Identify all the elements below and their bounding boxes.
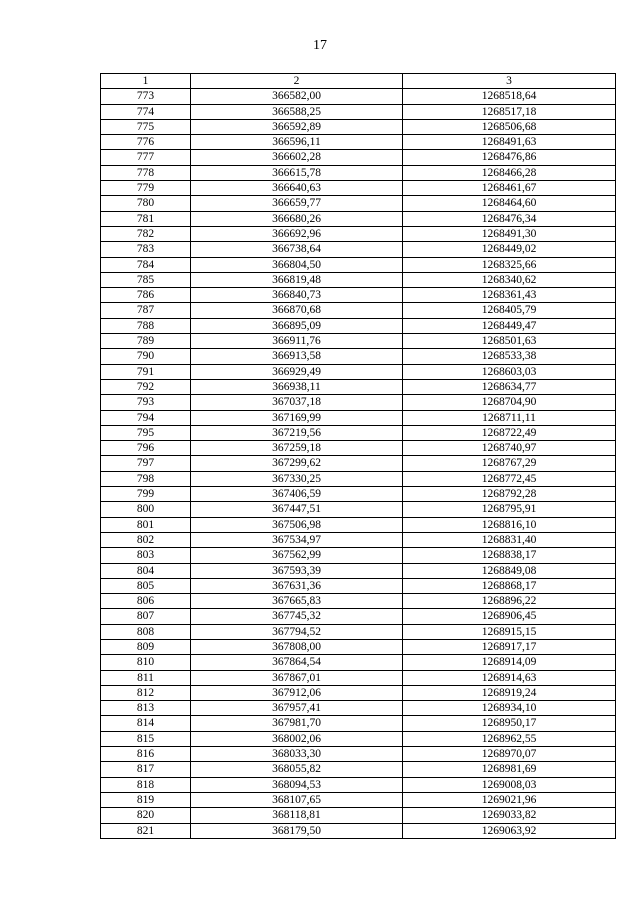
point-number-cell: 802 — [101, 532, 191, 547]
table-row — [101, 349, 616, 364]
x-coordinate-cell: 367169,99 — [191, 410, 403, 425]
x-coordinate-cell: 366738,64 — [191, 242, 403, 257]
column-header-1: 1 — [101, 74, 191, 89]
table-row — [101, 135, 616, 150]
point-number-cell: 783 — [101, 242, 191, 257]
table-row — [101, 410, 616, 425]
table-row — [101, 456, 616, 471]
point-number-cell: 815 — [101, 731, 191, 746]
x-coordinate-cell: 368055,82 — [191, 762, 403, 777]
table-row — [101, 379, 616, 394]
x-coordinate-cell: 367330,25 — [191, 471, 403, 486]
point-number-cell: 781 — [101, 211, 191, 226]
point-number-cell: 807 — [101, 609, 191, 624]
table-row — [101, 181, 616, 196]
point-number-cell: 820 — [101, 808, 191, 823]
table-row — [101, 731, 616, 746]
x-coordinate-cell: 367259,18 — [191, 441, 403, 456]
table-row — [101, 257, 616, 272]
table-row — [101, 670, 616, 685]
x-coordinate-cell: 366804,50 — [191, 257, 403, 272]
point-number-cell: 775 — [101, 119, 191, 134]
table-row — [101, 119, 616, 134]
x-coordinate-cell: 366592,89 — [191, 119, 403, 134]
x-coordinate-cell: 366929,49 — [191, 364, 403, 379]
y-coordinate-cell: 1268461,67 — [403, 181, 616, 196]
column-header-3: 3 — [403, 74, 616, 89]
x-coordinate-cell: 368118,81 — [191, 808, 403, 823]
table-row — [101, 808, 616, 823]
y-coordinate-cell: 1268950,17 — [403, 716, 616, 731]
point-number-cell: 779 — [101, 181, 191, 196]
table-row — [101, 211, 616, 226]
table-row — [101, 104, 616, 119]
x-coordinate-cell: 368033,30 — [191, 747, 403, 762]
table-row — [101, 502, 616, 517]
y-coordinate-cell: 1268405,79 — [403, 303, 616, 318]
y-coordinate-cell: 1268711,11 — [403, 410, 616, 425]
coordinates-table — [100, 73, 616, 839]
table-row — [101, 364, 616, 379]
table-row — [101, 288, 616, 303]
table-row — [101, 441, 616, 456]
y-coordinate-cell: 1268704,90 — [403, 395, 616, 410]
table-row — [101, 609, 616, 624]
x-coordinate-cell: 367864,54 — [191, 655, 403, 670]
table-row — [101, 762, 616, 777]
table-header — [101, 74, 616, 89]
y-coordinate-cell: 1268970,07 — [403, 747, 616, 762]
table-row — [101, 823, 616, 838]
table-row — [101, 792, 616, 807]
table-row — [101, 242, 616, 257]
y-coordinate-cell: 1268466,28 — [403, 165, 616, 180]
y-coordinate-cell: 1268634,77 — [403, 379, 616, 394]
y-coordinate-cell: 1269033,82 — [403, 808, 616, 823]
point-number-cell: 792 — [101, 379, 191, 394]
point-number-cell: 777 — [101, 150, 191, 165]
y-coordinate-cell: 1268914,09 — [403, 655, 616, 670]
table-row — [101, 685, 616, 700]
x-coordinate-cell: 367745,32 — [191, 609, 403, 624]
table-row — [101, 655, 616, 670]
x-coordinate-cell: 368094,53 — [191, 777, 403, 792]
point-number-cell: 786 — [101, 288, 191, 303]
x-coordinate-cell: 366602,28 — [191, 150, 403, 165]
y-coordinate-cell: 1268325,66 — [403, 257, 616, 272]
y-coordinate-cell: 1268795,91 — [403, 502, 616, 517]
y-coordinate-cell: 1269021,96 — [403, 792, 616, 807]
point-number-cell: 800 — [101, 502, 191, 517]
point-number-cell: 811 — [101, 670, 191, 685]
y-coordinate-cell: 1268533,38 — [403, 349, 616, 364]
y-coordinate-cell: 1268792,28 — [403, 487, 616, 502]
y-coordinate-cell: 1268906,45 — [403, 609, 616, 624]
table-row — [101, 89, 616, 104]
x-coordinate-cell: 366680,26 — [191, 211, 403, 226]
x-coordinate-cell: 367219,56 — [191, 425, 403, 440]
point-number-cell: 809 — [101, 639, 191, 654]
x-coordinate-cell: 367912,06 — [191, 685, 403, 700]
table-row — [101, 563, 616, 578]
table-row — [101, 425, 616, 440]
point-number-cell: 787 — [101, 303, 191, 318]
table-row — [101, 165, 616, 180]
point-number-cell: 782 — [101, 226, 191, 241]
point-number-cell: 821 — [101, 823, 191, 838]
point-number-cell: 806 — [101, 594, 191, 609]
y-coordinate-cell: 1268506,68 — [403, 119, 616, 134]
x-coordinate-cell: 367447,51 — [191, 502, 403, 517]
x-coordinate-cell: 366615,78 — [191, 165, 403, 180]
table-row — [101, 303, 616, 318]
table-row — [101, 578, 616, 593]
x-coordinate-cell: 366819,48 — [191, 272, 403, 287]
y-coordinate-cell: 1268914,63 — [403, 670, 616, 685]
y-coordinate-cell: 1268603,03 — [403, 364, 616, 379]
table-row — [101, 716, 616, 731]
point-number-cell: 780 — [101, 196, 191, 211]
point-number-cell: 808 — [101, 624, 191, 639]
column-header-2: 2 — [191, 74, 403, 89]
x-coordinate-cell: 368002,06 — [191, 731, 403, 746]
table-row — [101, 548, 616, 563]
y-coordinate-cell: 1268340,62 — [403, 272, 616, 287]
y-coordinate-cell: 1268896,22 — [403, 594, 616, 609]
point-number-cell: 819 — [101, 792, 191, 807]
y-coordinate-cell: 1268849,08 — [403, 563, 616, 578]
x-coordinate-cell: 366870,68 — [191, 303, 403, 318]
y-coordinate-cell: 1268722,49 — [403, 425, 616, 440]
point-number-cell: 813 — [101, 701, 191, 716]
table-row — [101, 517, 616, 532]
x-coordinate-cell: 367808,00 — [191, 639, 403, 654]
point-number-cell: 795 — [101, 425, 191, 440]
x-coordinate-cell: 367534,97 — [191, 532, 403, 547]
table-row — [101, 318, 616, 333]
y-coordinate-cell: 1268831,40 — [403, 532, 616, 547]
x-coordinate-cell: 367957,41 — [191, 701, 403, 716]
x-coordinate-cell: 367631,36 — [191, 578, 403, 593]
point-number-cell: 803 — [101, 548, 191, 563]
table-row — [101, 487, 616, 502]
y-coordinate-cell: 1268962,55 — [403, 731, 616, 746]
table-row — [101, 150, 616, 165]
x-coordinate-cell: 368107,65 — [191, 792, 403, 807]
point-number-cell: 794 — [101, 410, 191, 425]
table-row — [101, 701, 616, 716]
point-number-cell: 778 — [101, 165, 191, 180]
x-coordinate-cell: 367562,99 — [191, 548, 403, 563]
point-number-cell: 798 — [101, 471, 191, 486]
y-coordinate-cell: 1268476,86 — [403, 150, 616, 165]
x-coordinate-cell: 366582,00 — [191, 89, 403, 104]
y-coordinate-cell: 1268934,10 — [403, 701, 616, 716]
x-coordinate-cell: 366913,58 — [191, 349, 403, 364]
y-coordinate-cell: 1269008,03 — [403, 777, 616, 792]
y-coordinate-cell: 1268919,24 — [403, 685, 616, 700]
table-row — [101, 594, 616, 609]
x-coordinate-cell: 367593,39 — [191, 563, 403, 578]
x-coordinate-cell: 366840,73 — [191, 288, 403, 303]
point-number-cell: 785 — [101, 272, 191, 287]
table-row — [101, 196, 616, 211]
point-number-cell: 817 — [101, 762, 191, 777]
y-coordinate-cell: 1268464,60 — [403, 196, 616, 211]
y-coordinate-cell: 1268838,17 — [403, 548, 616, 563]
table-row — [101, 395, 616, 410]
point-number-cell: 799 — [101, 487, 191, 502]
point-number-cell: 796 — [101, 441, 191, 456]
y-coordinate-cell: 1268772,45 — [403, 471, 616, 486]
point-number-cell: 773 — [101, 89, 191, 104]
point-number-cell: 790 — [101, 349, 191, 364]
point-number-cell: 788 — [101, 318, 191, 333]
x-coordinate-cell: 366895,09 — [191, 318, 403, 333]
table-row — [101, 639, 616, 654]
y-coordinate-cell: 1269063,92 — [403, 823, 616, 838]
table-row — [101, 471, 616, 486]
y-coordinate-cell: 1268981,69 — [403, 762, 616, 777]
point-number-cell: 784 — [101, 257, 191, 272]
page-number: 17 — [313, 38, 327, 53]
y-coordinate-cell: 1268740,97 — [403, 441, 616, 456]
y-coordinate-cell: 1268915,15 — [403, 624, 616, 639]
point-number-cell: 804 — [101, 563, 191, 578]
x-coordinate-cell: 366596,11 — [191, 135, 403, 150]
y-coordinate-cell: 1268476,34 — [403, 211, 616, 226]
table-row — [101, 624, 616, 639]
table-row — [101, 334, 616, 349]
table-row — [101, 532, 616, 547]
point-number-cell: 793 — [101, 395, 191, 410]
y-coordinate-cell: 1268449,02 — [403, 242, 616, 257]
x-coordinate-cell: 367794,52 — [191, 624, 403, 639]
y-coordinate-cell: 1268917,17 — [403, 639, 616, 654]
point-number-cell: 774 — [101, 104, 191, 119]
point-number-cell: 776 — [101, 135, 191, 150]
point-number-cell: 805 — [101, 578, 191, 593]
point-number-cell: 791 — [101, 364, 191, 379]
point-number-cell: 789 — [101, 334, 191, 349]
table-body — [101, 89, 616, 839]
x-coordinate-cell: 366659,77 — [191, 196, 403, 211]
x-coordinate-cell: 367665,83 — [191, 594, 403, 609]
y-coordinate-cell: 1268449,47 — [403, 318, 616, 333]
point-number-cell: 801 — [101, 517, 191, 532]
point-number-cell: 818 — [101, 777, 191, 792]
table-row — [101, 272, 616, 287]
point-number-cell: 816 — [101, 747, 191, 762]
point-number-cell: 814 — [101, 716, 191, 731]
y-coordinate-cell: 1268361,43 — [403, 288, 616, 303]
y-coordinate-cell: 1268518,64 — [403, 89, 616, 104]
y-coordinate-cell: 1268868,17 — [403, 578, 616, 593]
x-coordinate-cell: 367037,18 — [191, 395, 403, 410]
point-number-cell: 810 — [101, 655, 191, 670]
table-row — [101, 226, 616, 241]
y-coordinate-cell: 1268517,18 — [403, 104, 616, 119]
y-coordinate-cell: 1268767,29 — [403, 456, 616, 471]
y-coordinate-cell: 1268501,63 — [403, 334, 616, 349]
x-coordinate-cell: 366938,11 — [191, 379, 403, 394]
point-number-cell: 812 — [101, 685, 191, 700]
x-coordinate-cell: 366911,76 — [191, 334, 403, 349]
header-row — [101, 74, 616, 89]
x-coordinate-cell: 367981,70 — [191, 716, 403, 731]
y-coordinate-cell: 1268816,10 — [403, 517, 616, 532]
x-coordinate-cell: 367406,59 — [191, 487, 403, 502]
x-coordinate-cell: 367299,62 — [191, 456, 403, 471]
table-row — [101, 747, 616, 762]
y-coordinate-cell: 1268491,63 — [403, 135, 616, 150]
y-coordinate-cell: 1268491,30 — [403, 226, 616, 241]
x-coordinate-cell: 368179,50 — [191, 823, 403, 838]
point-number-cell: 797 — [101, 456, 191, 471]
x-coordinate-cell: 367867,01 — [191, 670, 403, 685]
x-coordinate-cell: 366588,25 — [191, 104, 403, 119]
x-coordinate-cell: 366692,96 — [191, 226, 403, 241]
table-row — [101, 777, 616, 792]
x-coordinate-cell: 366640,63 — [191, 181, 403, 196]
x-coordinate-cell: 367506,98 — [191, 517, 403, 532]
